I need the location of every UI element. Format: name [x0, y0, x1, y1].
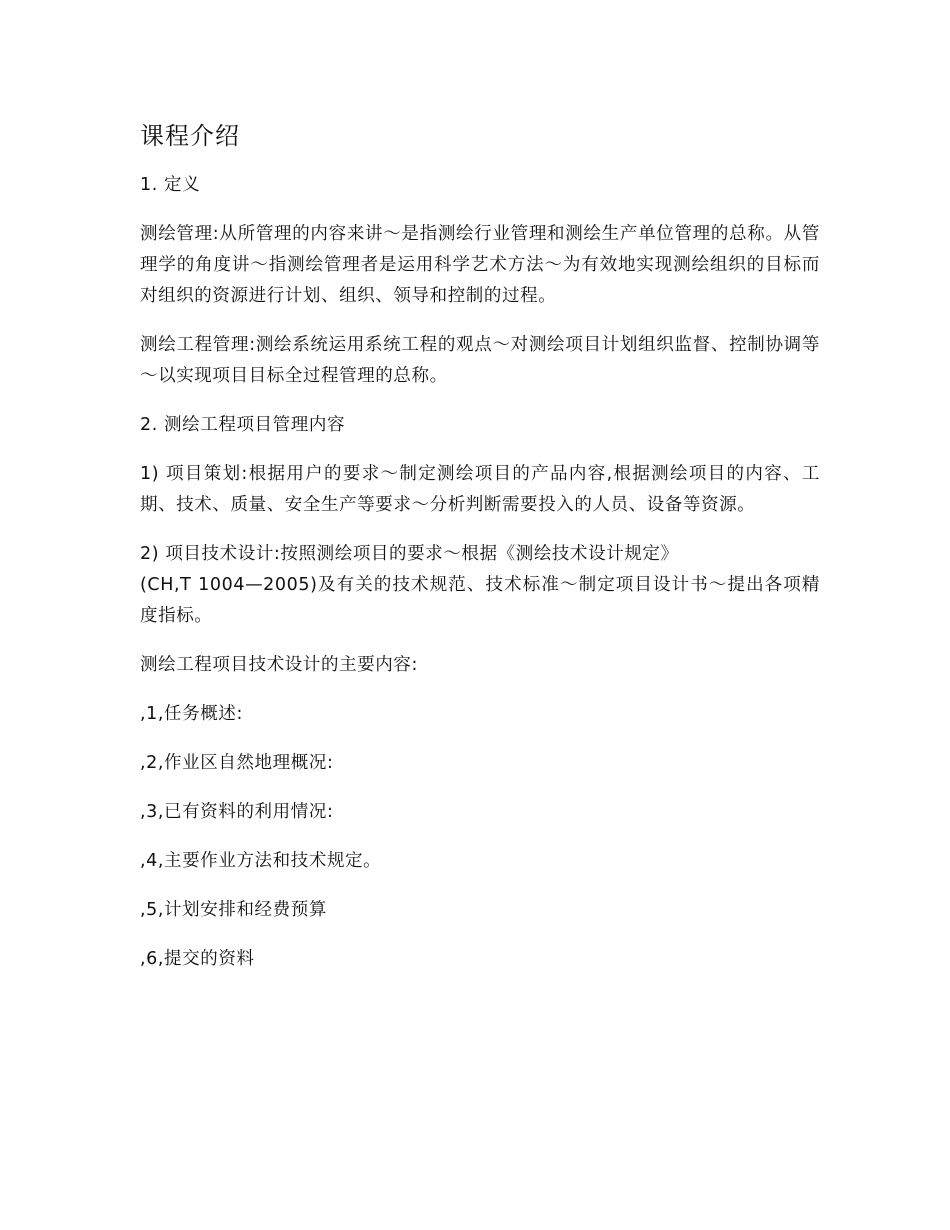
section-heading-definition: 1. 定义 — [140, 175, 201, 195]
document-title: 课程介绍 — [140, 122, 240, 150]
section-heading-project-management-content: 2. 测绘工程项目管理内容 — [140, 415, 346, 435]
technical-design-line-1: 2) 项目技术设计:按照测绘项目的要求～根据《测绘技术设计规定》 — [140, 544, 679, 564]
technical-design-line-2: (CH,T 1004—2005)及有关的技术规范、技术标准～制定项目设计书～提出各项精度指标。 — [140, 575, 820, 626]
paragraph-surveying-engineering-management: 测绘工程管理:测绘系统运用系统工程的观点～对测绘项目计划组织监督、控制协调等～以实现项目目标全过程管理的总称。 — [140, 335, 820, 386]
paragraph-design-contents-intro: 测绘工程项目技术设计的主要内容: — [140, 655, 418, 675]
list-item: ,1,任务概述: — [140, 704, 243, 724]
list-item: ,4,主要作业方法和技术规定。 — [140, 851, 382, 871]
list-item: ,3,已有资料的利用情况: — [140, 802, 334, 822]
list-item: ,5,计划安排和经费预算 — [140, 900, 327, 920]
paragraph-technical-design — [140, 539, 820, 632]
paragraph-surveying-management: 测绘管理:从所管理的内容来讲～是指测绘行业管理和测绘生产单位管理的总称。从管理学的角度讲～指测绘管理者是运用科学艺术方法～为有效地实现测绘组织的目标而对组织的资源进行计划、组织、领导和控制的过程。 — [140, 224, 820, 306]
paragraph-project-planning: 1) 项目策划:根据用户的要求～制定测绘项目的产品内容,根据测绘项目的内容、工期、技术、质量、安全生产等要求～分析判断需要投入的人员、设备等资源。 — [140, 464, 820, 515]
list-item: ,2,作业区自然地理概况: — [140, 753, 334, 773]
document-page — [140, 118, 820, 993]
list-item: ,6,提交的资料 — [140, 949, 255, 969]
